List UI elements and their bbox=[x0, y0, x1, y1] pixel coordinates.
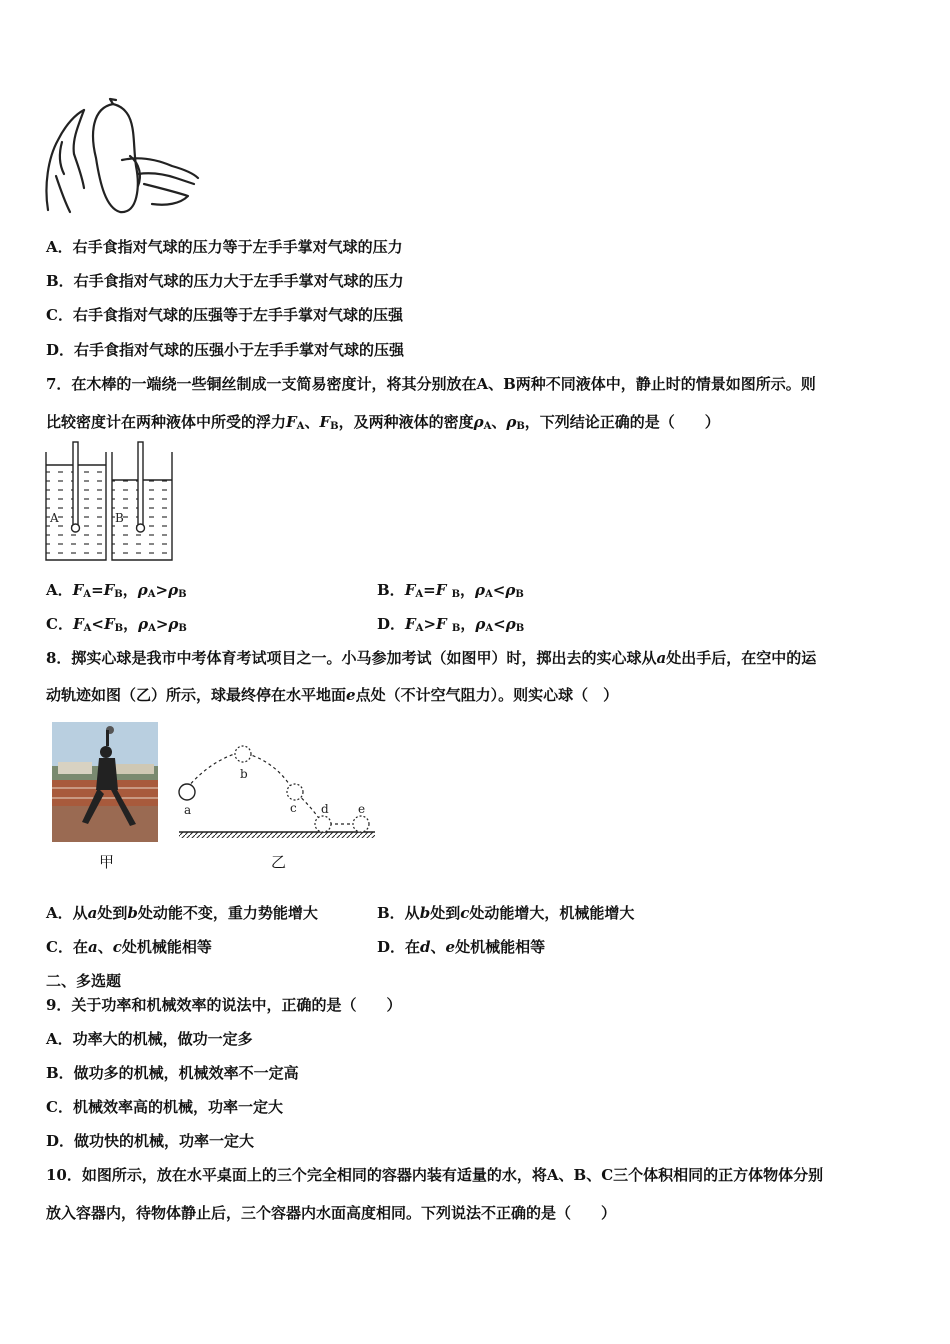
q8-option-c: C．在a、c处机械能相等 bbox=[46, 938, 212, 956]
q10-stem-line2: 放入容器内，待物体静止后，三个容器内水面高度相同。下列说法不正确的是（ ） bbox=[46, 1204, 617, 1222]
q6-option-b: B．右手食指对气球的压力大于左手手掌对气球的压力 bbox=[46, 272, 404, 290]
point-label-b: b bbox=[240, 767, 248, 781]
beaker-label-a: A bbox=[50, 511, 59, 525]
q7-option-d: D．$F_A>F$ $_B$，$\rho_A<\rho_B$ bbox=[377, 615, 525, 634]
q9-option-d: D．做功快的机械，功率一定大 bbox=[46, 1132, 255, 1150]
point-label-e: e bbox=[358, 802, 366, 816]
q9-option-c: C．机械效率高的机械，功率一定大 bbox=[46, 1098, 283, 1116]
point-label-c: c bbox=[290, 801, 297, 815]
q7-option-c: C．$F_A<F_B$，$\rho_A>\rho_B$ bbox=[46, 615, 187, 634]
section-heading: 二、多选题 bbox=[46, 972, 122, 990]
q9-option-b: B．做功多的机械，机械效率不一定高 bbox=[46, 1064, 299, 1082]
q8-stem-line2: 动轨迹如图（乙）所示，球最终停在水平地面e点处（不计空气阻力）。则实心球（ ） bbox=[46, 686, 619, 704]
q8-stem-line1: 8．掷实心球是我市中考体育考试项目之一。小马参加考试（如图甲）时，掷出去的实心球从a处出手后，在空中的运 bbox=[46, 649, 817, 667]
trajectory-figure bbox=[175, 740, 380, 845]
q9-option-a: A．功率大的机械，做功一定多 bbox=[46, 1030, 253, 1048]
q7-option-b: B．$F_A=F$ $_B$，$\rho_A<\rho_B$ bbox=[377, 581, 524, 600]
q10-stem-line1: 10．如图所示，放在水平桌面上的三个完全相同的容器内装有适量的水，将A、B、C三个体积相同的正方体物体分别 bbox=[46, 1166, 824, 1184]
figure-caption-yi: 乙 bbox=[271, 853, 287, 871]
densimeter-figure bbox=[42, 440, 182, 565]
q8-option-a: A．从a处到b处动能不变，重力势能增大 bbox=[46, 904, 318, 922]
q8-option-b: B．从b处到c处动能增大，机械能增大 bbox=[377, 904, 635, 922]
q8-option-d: D．在d、e处机械能相等 bbox=[377, 938, 546, 956]
figure-caption-jia: 甲 bbox=[99, 853, 115, 871]
point-label-d: d bbox=[321, 802, 329, 816]
q7-option-a: A．$F_A=F_B$，$\rho_A>\rho_B$ bbox=[46, 581, 187, 600]
point-label-a: a bbox=[184, 803, 192, 817]
q7-stem-line2: 比较密度计在两种液体中所受的浮力$F_A$、$F_B$，及两种液体的密度$\rho_A$、$\rho_B$，下列结论正确的是（ ） bbox=[46, 413, 720, 432]
q6-option-a: A．右手食指对气球的压力等于左手手掌对气球的压力 bbox=[46, 238, 403, 256]
q7-stem-line1: 7．在木棒的一端绕一些铜丝制成一支简易密度计，将其分别放在A、B两种不同液体中，静止时的情景如图所示。则 bbox=[46, 375, 816, 393]
beaker-label-b: B bbox=[115, 511, 124, 525]
balloon-hands-figure bbox=[40, 96, 205, 221]
q9-stem: 9．关于功率和机械效率的说法中，正确的是（ ） bbox=[46, 996, 402, 1014]
q6-option-d: D．右手食指对气球的压强小于左手手掌对气球的压强 bbox=[46, 341, 405, 359]
shot-put-photo bbox=[52, 722, 158, 842]
q6-option-c: C．右手食指对气球的压强等于左手手掌对气球的压强 bbox=[46, 306, 403, 324]
